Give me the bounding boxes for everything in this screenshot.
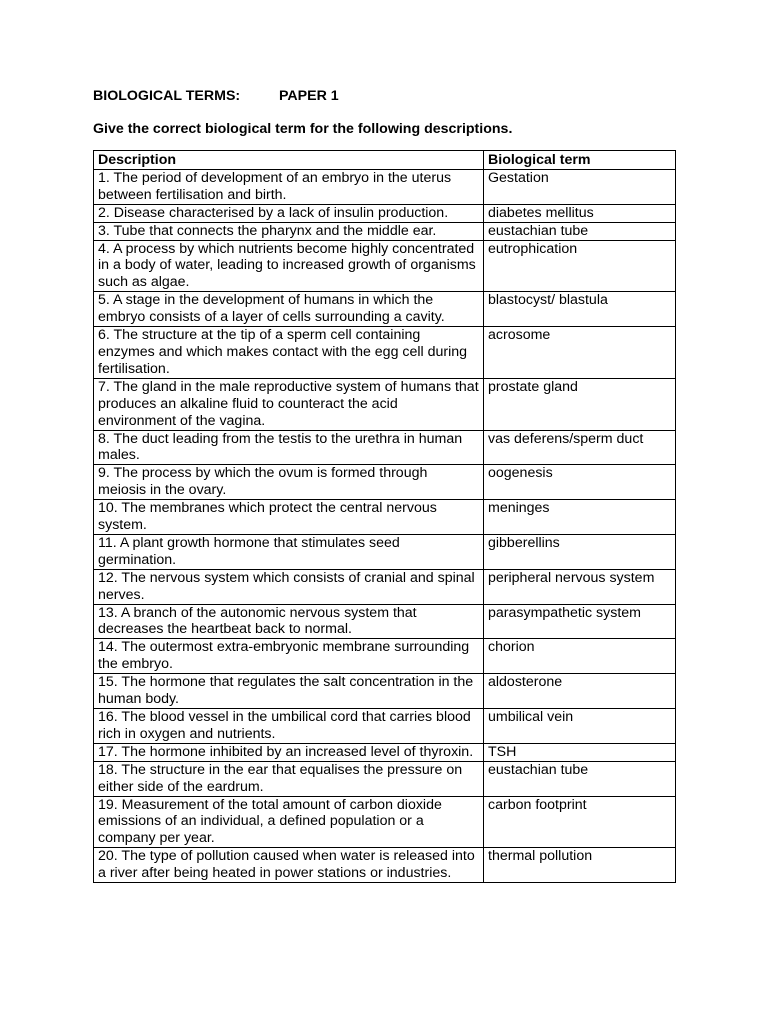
table-row	[94, 222, 676, 240]
description-cell: 6. The structure at the tip of a sperm cell containing enzymes and which makes contact with the egg cell during fertilisation.	[94, 327, 484, 379]
term-cell: chorion	[484, 639, 676, 674]
table-row	[94, 674, 676, 709]
table-row	[94, 169, 676, 204]
table-row	[94, 465, 676, 500]
term-cell: prostate gland	[484, 378, 676, 430]
description-cell: 15. The hormone that regulates the salt concentration in the human body.	[94, 674, 484, 709]
table-row	[94, 378, 676, 430]
table-row	[94, 569, 676, 604]
header-biological-term: Biological term	[484, 151, 676, 170]
description-cell: 12. The nervous system which consists of cranial and spinal nerves.	[94, 569, 484, 604]
description-cell: 9. The process by which the ovum is formed through meiosis in the ovary.	[94, 465, 484, 500]
description-cell: 17. The hormone inhibited by an increased level of thyroxin.	[94, 743, 484, 761]
title-main: BIOLOGICAL TERMS:	[93, 88, 241, 104]
description-cell: 8. The duct leading from the testis to the urethra in human males.	[94, 430, 484, 465]
term-cell: umbilical vein	[484, 709, 676, 744]
description-cell: 3. Tube that connects the pharynx and the middle ear.	[94, 222, 484, 240]
description-cell: 5. A stage in the development of humans in which the embryo consists of a layer of cells surrounding a cavity.	[94, 292, 484, 327]
table-row	[94, 292, 676, 327]
table-row	[94, 743, 676, 761]
term-cell: acrosome	[484, 327, 676, 379]
term-cell: gibberellins	[484, 534, 676, 569]
term-cell: eustachian tube	[484, 761, 676, 796]
term-cell: peripheral nervous system	[484, 569, 676, 604]
description-cell: 14. The outermost extra-embryonic membrane surrounding the embryo.	[94, 639, 484, 674]
table-row	[94, 709, 676, 744]
table-row	[94, 761, 676, 796]
description-cell: 4. A process by which nutrients become highly concentrated in a body of water, leading to increased growth of organisms such as algae.	[94, 240, 484, 292]
table-row	[94, 604, 676, 639]
term-cell: oogenesis	[484, 465, 676, 500]
term-cell: Gestation	[484, 169, 676, 204]
description-cell: 10. The membranes which protect the central nervous system.	[94, 500, 484, 535]
term-cell: diabetes mellitus	[484, 204, 676, 222]
table-row	[94, 639, 676, 674]
description-cell: 11. A plant growth hormone that stimulates seed germination.	[94, 534, 484, 569]
instructions: Give the correct biological term for the following descriptions.	[93, 121, 513, 137]
description-cell: 7. The gland in the male reproductive system of humans that produces an alkaline fluid to counteract the acid environment of the vagina.	[94, 378, 484, 430]
title-paper: PAPER 1	[279, 88, 339, 104]
term-cell: parasympathetic system	[484, 604, 676, 639]
term-cell: carbon footprint	[484, 796, 676, 848]
table-row	[94, 500, 676, 535]
description-cell: 18. The structure in the ear that equalises the pressure on either side of the eardrum.	[94, 761, 484, 796]
description-cell: 16. The blood vessel in the umbilical cord that carries blood rich in oxygen and nutrients.	[94, 709, 484, 744]
table-header-row	[94, 151, 676, 170]
term-cell: blastocyst/ blastula	[484, 292, 676, 327]
document-title	[93, 87, 339, 105]
term-cell: aldosterone	[484, 674, 676, 709]
table-row	[94, 327, 676, 379]
term-cell: TSH	[484, 743, 676, 761]
term-cell: eutrophication	[484, 240, 676, 292]
description-cell: 2. Disease characterised by a lack of insulin production.	[94, 204, 484, 222]
table-row	[94, 204, 676, 222]
description-cell: 20. The type of pollution caused when water is released into a river after being heated in power stations or industries.	[94, 848, 484, 883]
term-cell: meninges	[484, 500, 676, 535]
description-cell: 13. A branch of the autonomic nervous system that decreases the heartbeat back to normal.	[94, 604, 484, 639]
description-cell: 19. Measurement of the total amount of carbon dioxide emissions of an individual, a defined population or a company per year.	[94, 796, 484, 848]
table-body	[94, 169, 676, 882]
header-description: Description	[94, 151, 484, 170]
table-row	[94, 848, 676, 883]
description-cell: 1. The period of development of an embryo in the uterus between fertilisation and birth.	[94, 169, 484, 204]
term-cell: vas deferens/sperm duct	[484, 430, 676, 465]
table-row	[94, 430, 676, 465]
term-cell: thermal pollution	[484, 848, 676, 883]
table-row	[94, 534, 676, 569]
table-row	[94, 796, 676, 848]
term-cell: eustachian tube	[484, 222, 676, 240]
terms-table	[93, 150, 676, 883]
table-row	[94, 240, 676, 292]
